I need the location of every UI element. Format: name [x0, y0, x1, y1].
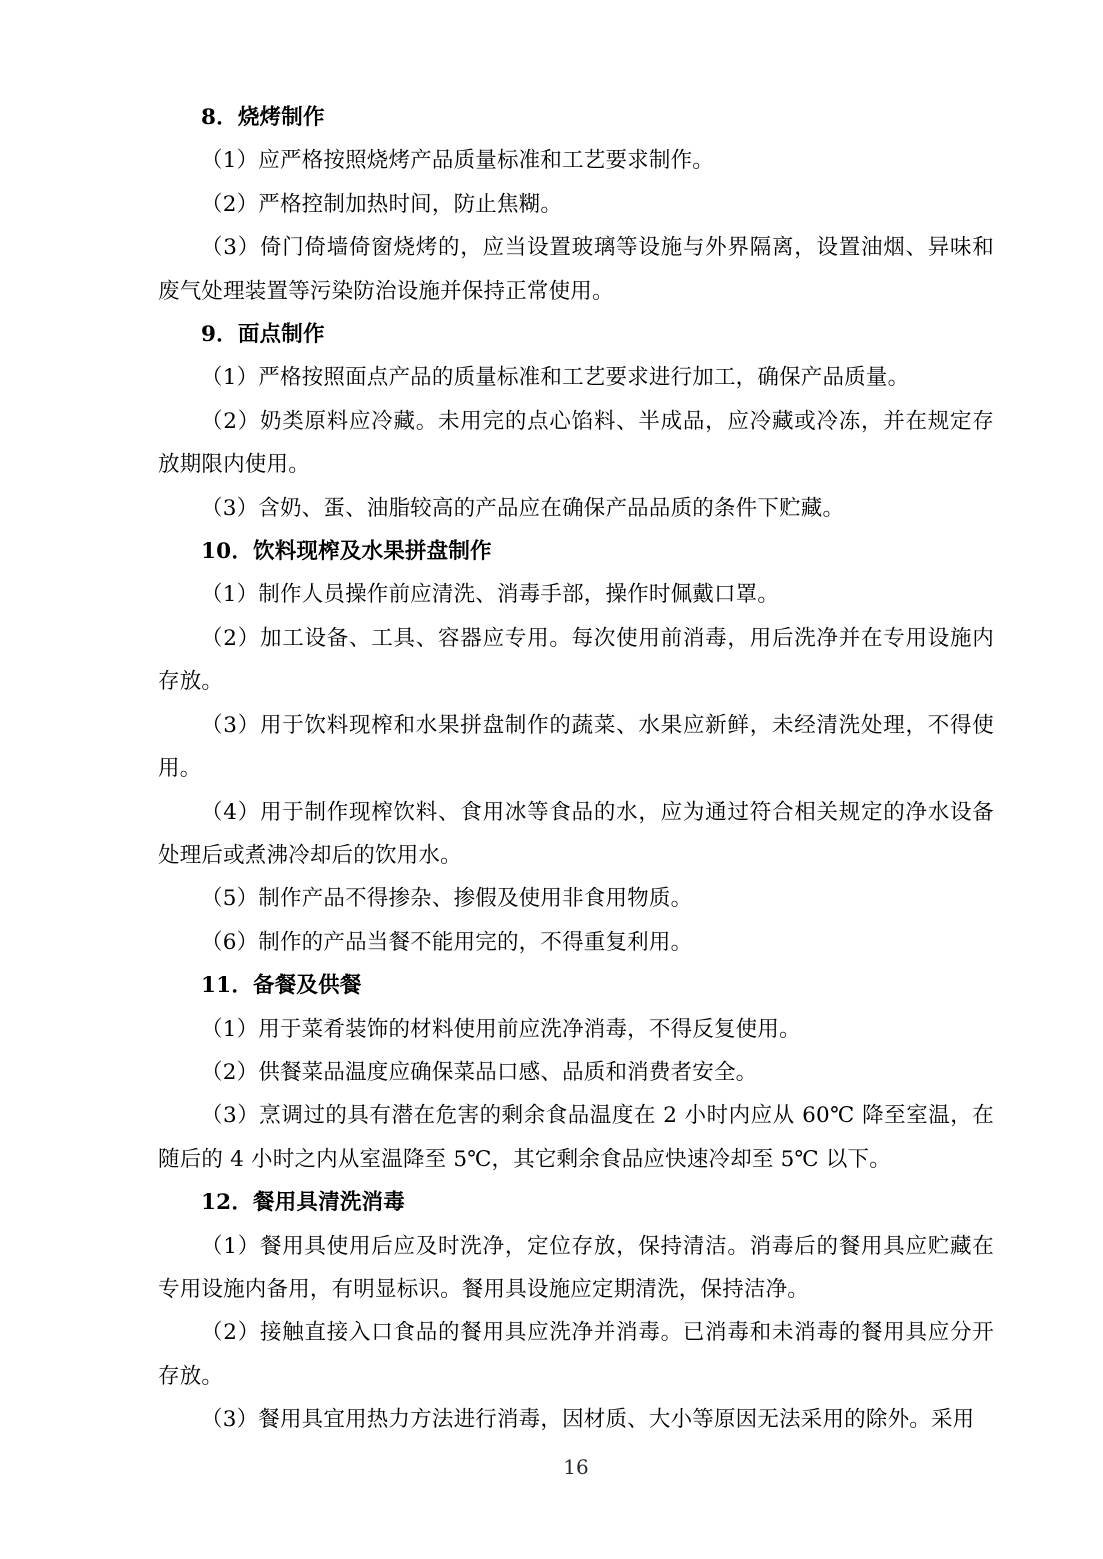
paragraph: （5）制作产品不得掺杂、掺假及使用非食用物质。 — [201, 886, 693, 912]
section-heading: 8．烧烤制作 — [201, 105, 325, 130]
paragraph: （3）用于饮料现榨和水果拼盘制作的蔬菜、水果应新鲜，未经清洗处理，不得使用。 — [158, 712, 994, 782]
page-number: 16 — [563, 1455, 589, 1479]
paragraph: （3）餐用具宜用热力方法进行消毒，因材质、大小等原因无法采用的除外。采用 — [201, 1407, 975, 1433]
paragraph: （3）烹调过的具有潜在危害的剩余食品温度在 2 小时内应从 60℃ 降至室温，在随后的 4 小时之内从室温降至 5℃，其它剩余食品应快速冷却至 5℃ 以下。 — [158, 1103, 994, 1172]
paragraph: （1）制作人员操作前应清洗、消毒手部，操作时佩戴口罩。 — [201, 582, 780, 608]
paragraph: （2）加工设备、工具、容器应专用。每次使用前消毒，用后洗净并在专用设施内存放。 — [158, 625, 994, 695]
paragraph: （2）奶类原料应冷藏。未用完的点心馅料、半成品，应冷藏或冷冻，并在规定存放期限内使用。 — [158, 408, 994, 478]
paragraph: （4）用于制作现榨饮料、食用冰等食品的水，应为通过符合相关规定的净水设备处理后或煮沸冷却后的饮用水。 — [158, 799, 994, 868]
paragraph: （1）餐用具使用后应及时洗净，定位存放，保持清洁。消毒后的餐用具应贮藏在专用设施内备用，有明显标识。餐用具设施应定期清洗，保持洁净。 — [158, 1233, 994, 1302]
section-heading: 12．餐用具清洗消毒 — [201, 1190, 405, 1216]
section-heading: 10．饮料现榨及水果拼盘制作 — [201, 539, 492, 565]
paragraph: （6）制作的产品当餐不能用完的，不得重复利用。 — [201, 929, 693, 955]
paragraph: （3）倚门倚墙倚窗烧烤的，应当设置玻璃等设施与外界隔离，设置油烟、异味和废气处理装置等污染防治设施并保持正常使用。 — [158, 235, 994, 304]
section-11-meal-serving — [158, 964, 994, 1181]
section-heading: 11．备餐及供餐 — [201, 973, 362, 999]
section-heading: 9．面点制作 — [201, 322, 325, 348]
section-12-tableware-disinfection — [158, 1181, 994, 1441]
paragraph: （2）供餐菜品温度应确保菜品口感、品质和消费者安全。 — [201, 1059, 758, 1085]
paragraph: （1）应严格按照烧烤产品质量标准和工艺要求制作。 — [201, 148, 714, 174]
paragraph: （2）严格控制加热时间，防止焦糊。 — [201, 191, 563, 217]
document-body — [158, 96, 994, 1442]
section-10-juice-fruit — [158, 530, 994, 964]
paragraph: （2）接触直接入口食品的餐用具应洗净并消毒。已消毒和未消毒的餐用具应分开存放。 — [158, 1320, 994, 1389]
section-9-pastry — [158, 313, 994, 530]
paragraph: （1）严格按照面点产品的质量标准和工艺要求进行加工，确保产品质量。 — [201, 365, 910, 391]
page-footer — [158, 1452, 994, 1482]
section-8-barbecue — [158, 96, 994, 313]
paragraph: （3）含奶、蛋、油脂较高的产品应在确保产品品质的条件下贮藏。 — [201, 495, 845, 521]
paragraph: （1）用于菜肴装饰的材料使用前应洗净消毒，不得反复使用。 — [201, 1016, 801, 1042]
